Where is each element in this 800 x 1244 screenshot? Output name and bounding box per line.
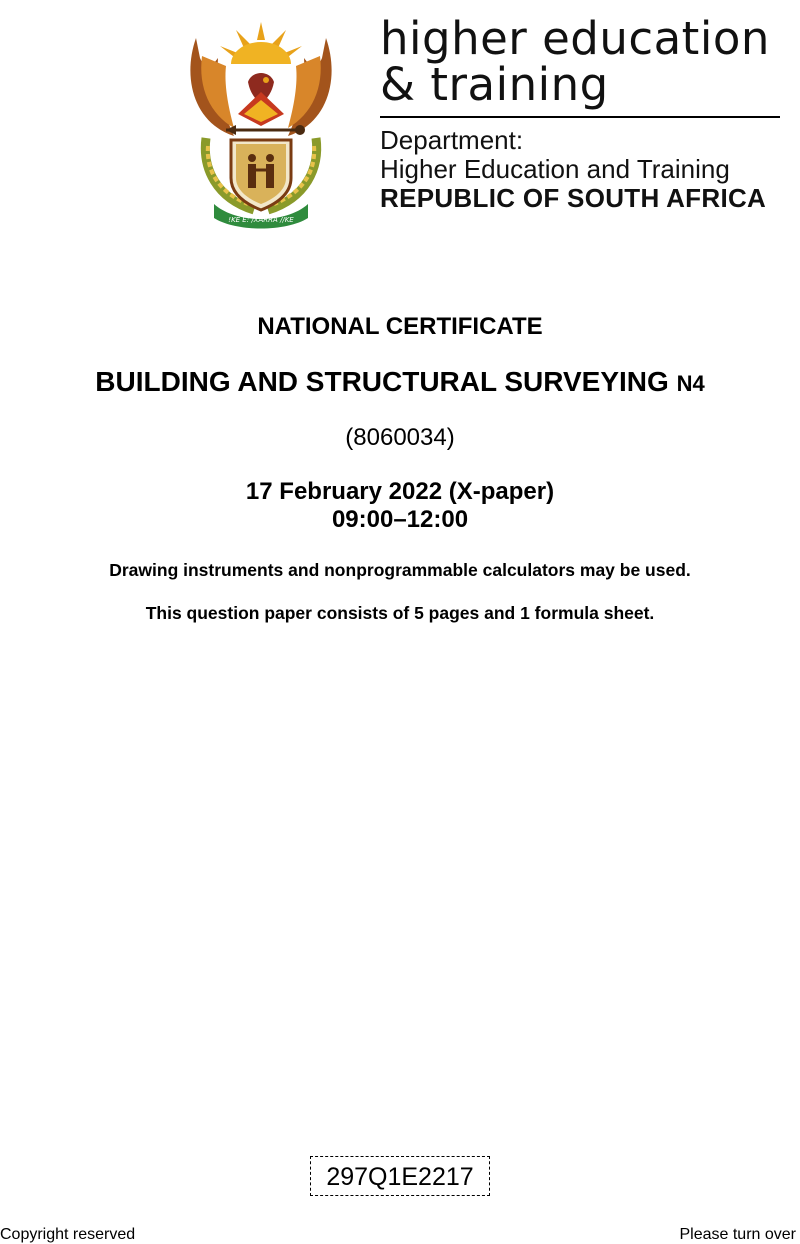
brand-divider bbox=[380, 116, 780, 118]
certificate-title: NATIONAL CERTIFICATE bbox=[257, 313, 543, 340]
exam-time: 09:00–12:00 bbox=[331, 506, 469, 533]
brand-line-1: higher education bbox=[380, 12, 770, 65]
brand-line-2: & training bbox=[380, 58, 609, 111]
exam-date: 17 February 2022 (X-paper) bbox=[245, 478, 555, 505]
department-branding bbox=[380, 12, 782, 213]
sun-icon bbox=[220, 22, 302, 64]
motto-text: !KE E: /XARRA //KE bbox=[228, 216, 294, 224]
allowed-instruments-note: Drawing instruments and nonprogrammable calculators may be used. bbox=[109, 560, 691, 580]
exam-datetime bbox=[0, 478, 800, 534]
department-name: Higher Education and Training bbox=[380, 154, 730, 184]
subject-title bbox=[0, 366, 800, 398]
subject-name: BUILDING AND STRUCTURAL SURVEYING bbox=[95, 366, 669, 397]
subject-code: (8060034) bbox=[345, 424, 455, 451]
coat-of-arms-logo bbox=[176, 18, 346, 230]
copyright-footer: Copyright reserved bbox=[0, 1226, 136, 1243]
turn-over-footer: Please turn over bbox=[679, 1226, 796, 1243]
subject-level: N4 bbox=[676, 371, 705, 396]
department-label: Department: bbox=[380, 125, 524, 155]
page-count-note: This question paper consists of 5 pages and 1 formula sheet. bbox=[145, 603, 655, 623]
country-name: REPUBLIC OF SOUTH AFRICA bbox=[380, 183, 767, 213]
paper-code-box: 297Q1E2217 bbox=[310, 1156, 490, 1196]
